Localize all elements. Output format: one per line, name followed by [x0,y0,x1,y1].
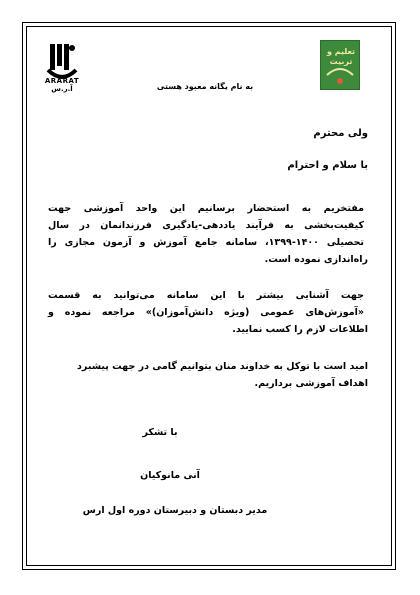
paragraph3-line: امید است با توکل به خداوند منان بتوانیم گامی در جهت پیشبرد [77,361,368,372]
school-logo-subtext: ﺁ.ر.ﺱ [51,85,73,93]
signer-name: آنی مانوکیان [140,470,200,481]
paragraph1-line: راه‌اندازی نموده است. [264,254,368,265]
paragraph2-line: جهت آشنایی بیشتر با این سامانه می‌توانید به قسمت [48,290,364,301]
paragraph2-line: «آموزش‌های عمومی (ویژه دانش‌آموزان)» مراجعه نموده و [48,307,364,318]
paragraph2-line: اطلاعات لازم را کسب نمایید. [232,324,368,335]
greeting: با سلام و احترام [287,160,368,171]
education-logo-text: تعلیم و تربیت [326,47,356,66]
page-heading: به نام یگانه معبود هستی [156,82,254,91]
paragraph1-line: مفتخریم به استحضار برسانیم این واحد آموزشی جهت [48,203,364,214]
paragraph3-line: اهداف آموزشی برداریم. [254,378,368,389]
closing: با تشکر [142,427,178,438]
paragraph1-line: تحصیلی ۱۴۰۰-۱۳۹۹، سامانه جامع آموزش و آزمون مجازی را [48,237,364,248]
salutation: ولی محترم [313,128,368,139]
paragraph1-line: کیفیت‌بخشی به فرآیند یاددهی-یادگیری فرزندانمان در سال [48,220,364,231]
school-logo-text: ARARAT [44,77,80,85]
signer-title: مدیر دبستان و دبیرستان دوره اول ارس [82,505,268,516]
education-logo-icon [320,40,360,90]
